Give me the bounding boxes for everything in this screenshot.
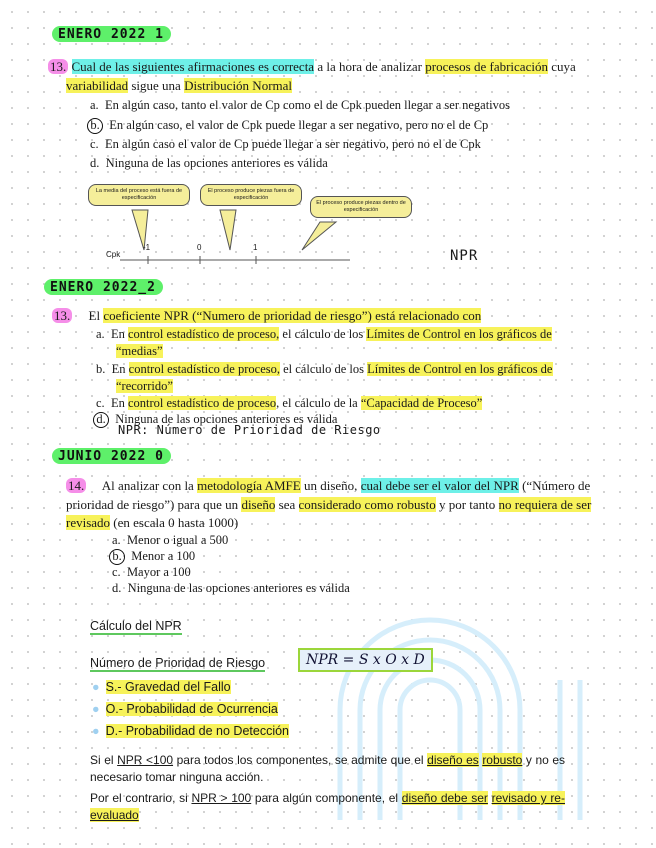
handwritten-npr-definition: NPR: Número de Prioridad de Riesgo (118, 423, 381, 437)
selected-circle-icon: d. (93, 412, 109, 428)
tick-label-minus1: -1 (143, 243, 151, 252)
cpk-axis-diagram (80, 180, 400, 270)
question-13b-stem: 13. El coeficiente NPR (“Numero de prioridad de riesgo”) está relacionado con (54, 308, 482, 323)
npr-label: Número de Prioridad de Riesgo (90, 656, 266, 670)
option-b-selected: b. Menor a 100 (112, 548, 195, 565)
option-b-line2: “recorrido” (116, 379, 173, 393)
section-tag-enero-1: ENERO 2022 1 (52, 26, 171, 42)
handwritten-npr-note: NPR (450, 248, 479, 264)
cpk-axis-label: Cpk (106, 250, 121, 259)
question-14-stem-line2: prioridad de riesgo”) para que un diseño sea considerado como robusto y por tanto no requiera de ser (66, 497, 592, 512)
bullet-icon: ● (92, 724, 100, 738)
option-b: b. En control estadístico de proceso, el cálculo de los Límites de Control en los gráficos de (96, 362, 553, 376)
option-a: a. Menor o igual a 500 (112, 533, 229, 547)
option-d: d. Ninguna de las opciones anteriores es válida (112, 581, 350, 595)
rule-revisar-paragraph: Por el contrario, si NPR > 100 para algún componente, el diseño debe ser revisado y re-evaluado (90, 791, 565, 822)
option-c: c. En control estadístico de proceso, el cálculo de la “Capacidad de Proceso” (96, 396, 483, 410)
question-number: 13. (50, 59, 67, 74)
bullet-icon: ● (92, 702, 100, 716)
factor-list (92, 676, 289, 742)
decorative-arches-background (300, 600, 620, 820)
section-tag-junio: JUNIO 2022 0 (52, 448, 171, 464)
rule-robusto-paragraph: Si el NPR <100 para todos los componentes, se admite que el diseño es robusto y no es necesario tomar ninguna acción. (90, 753, 566, 784)
option-b-selected: b. En algún caso, el valor de Cpk puede llegar a ser negativo, pero no el de Cp (90, 117, 488, 134)
question-13-stem-line2: variabilidad sigue una Distribución Normal (66, 78, 293, 93)
bullet-icon: ● (92, 680, 100, 694)
tick-label-1: 1 (253, 243, 258, 252)
selected-circle-icon: b. (87, 118, 103, 134)
question-13-stem: 13. Cual de las siguientes afirmaciones es correcta a la hora de analizar procesos de fabricación cuya (50, 59, 576, 74)
calc-title: Cálculo del NPR (90, 619, 182, 633)
factor-s: ● S.- Gravedad del Fallo (92, 680, 231, 694)
npr-formula-box: NPR = S x O x D (298, 648, 433, 672)
tick-label-0: 0 (197, 243, 202, 252)
question-14-stem: 14. Al analizar con la metodología AMFE un diseño, cual debe ser el valor del NPR (“Número de (68, 478, 591, 493)
callout-piezas-fuera: El proceso produce piezas fuera de especificación (200, 184, 302, 206)
factor-o: ● O.- Probabilidad de Ocurrencia (92, 702, 278, 716)
callout3-pointer (302, 222, 336, 250)
option-c: c. Mayor a 100 (112, 565, 191, 579)
factor-d: ● D.- Probabilidad de no Detección (92, 724, 290, 738)
selected-circle-icon: b. (109, 549, 125, 565)
option-d: d. Ninguna de las opciones anteriores es válida (90, 156, 328, 170)
option-a: a. En algún caso, tanto el valor de Cp como el de Cpk pueden llegar a ser negativos (90, 98, 511, 112)
callout2-pointer (220, 210, 236, 250)
callout-piezas-dentro: El proceso produce piezas dentro de especificación (310, 196, 412, 218)
question-14-stem-line3: revisado (en escala 0 hasta 1000) (66, 515, 239, 530)
option-a: a. En control estadístico de proceso, el cálculo de los Límites de Control en los gráficos de (96, 327, 552, 341)
section-tag-enero-2: ENERO 2022_2 (44, 279, 163, 295)
option-c: c. En algún caso el valor de Cp puede llegar a ser negativo, pero no el de Cpk (90, 137, 481, 151)
option-d-selected: d. Ninguna de las opciones anteriores es válida (96, 411, 337, 428)
callout-media-fuera: La media del proceso está fuera de especificación (88, 184, 190, 206)
option-a-line2: “medias” (116, 344, 163, 358)
